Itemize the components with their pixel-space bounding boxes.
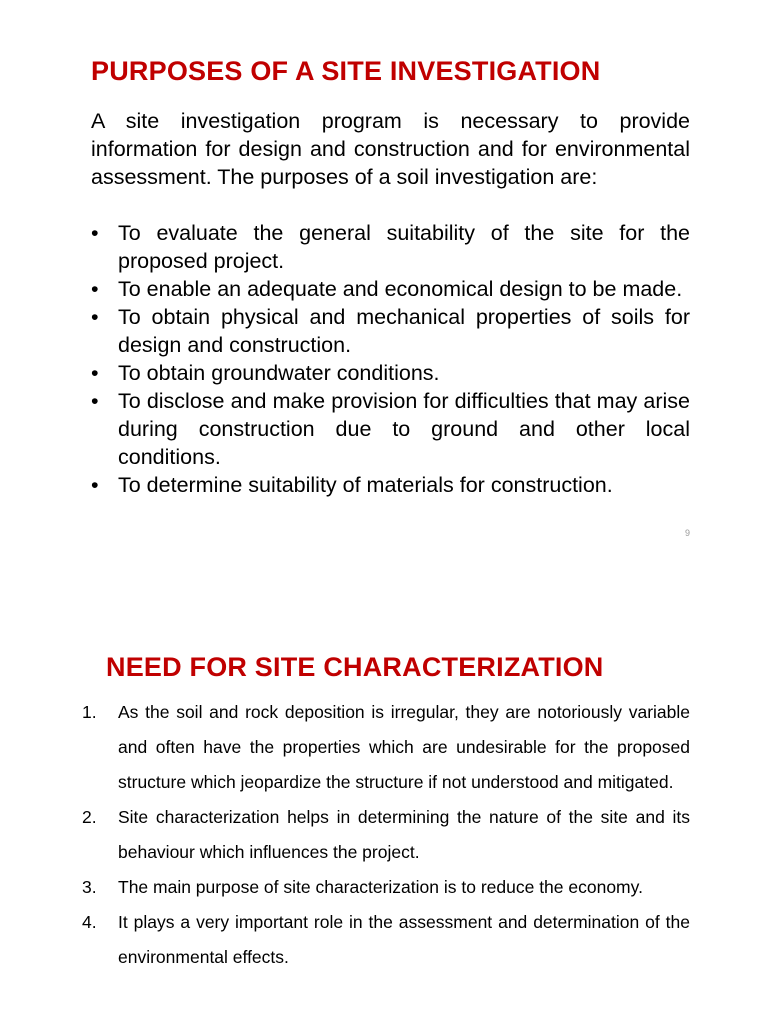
bullet-icon: • — [91, 389, 99, 413]
list-item — [91, 359, 690, 387]
page-number: 9 — [685, 528, 691, 538]
list-item — [82, 870, 690, 905]
list-number: 3. — [82, 877, 97, 897]
list-number: 2. — [82, 807, 97, 827]
list-item — [82, 800, 690, 870]
bullet-icon: • — [91, 221, 99, 245]
list-item — [91, 219, 690, 275]
list-number: 4. — [82, 912, 97, 932]
list-item-text: To disclose and make provision for difficulties that may arise during construction due to ground and other local conditions. — [118, 389, 690, 469]
list-number: 1. — [82, 702, 97, 722]
list-item-text: To obtain physical and mechanical properties of soils for design and construction. — [118, 305, 690, 357]
slide-title: NEED FOR SITE CHARACTERIZATION — [106, 652, 604, 682]
needs-list — [82, 695, 690, 975]
list-item — [91, 275, 690, 303]
list-item-text: As the soil and rock deposition is irregular, they are notoriously variable and often have the properties which are undesirable for the proposed structure which jeopardize the structure if not understood and mitigated. — [118, 702, 690, 792]
bullet-icon: • — [91, 305, 99, 329]
intro-paragraph: A site investigation program is necessary to provide information for design and construction and for environmental assessment. The purposes of a soil investigation are: — [91, 109, 690, 189]
list-item-text: To determine suitability of materials for construction. — [118, 473, 613, 497]
list-item-text: To enable an adequate and economical design to be made. — [118, 277, 683, 301]
list-item-text: Site characterization helps in determining the nature of the site and its behaviour which influences the project. — [118, 807, 690, 862]
list-item-text: It plays a very important role in the assessment and determination of the environmental effects. — [118, 912, 690, 967]
bullet-icon: • — [91, 473, 99, 497]
list-item-text: To obtain groundwater conditions. — [118, 361, 440, 385]
list-item — [91, 387, 690, 471]
bullet-icon: • — [91, 361, 99, 385]
list-item — [91, 471, 690, 499]
purposes-list — [91, 219, 690, 499]
list-item — [82, 905, 690, 975]
list-item-text: To evaluate the general suitability of the site for the proposed project. — [118, 221, 690, 273]
list-item-text: The main purpose of site characterization is to reduce the economy. — [118, 877, 643, 897]
list-item — [91, 303, 690, 359]
slide-title: PURPOSES OF A SITE INVESTIGATION — [91, 56, 601, 86]
bullet-icon: • — [91, 277, 99, 301]
slide-site-characterization — [0, 640, 768, 1024]
list-item — [82, 695, 690, 800]
